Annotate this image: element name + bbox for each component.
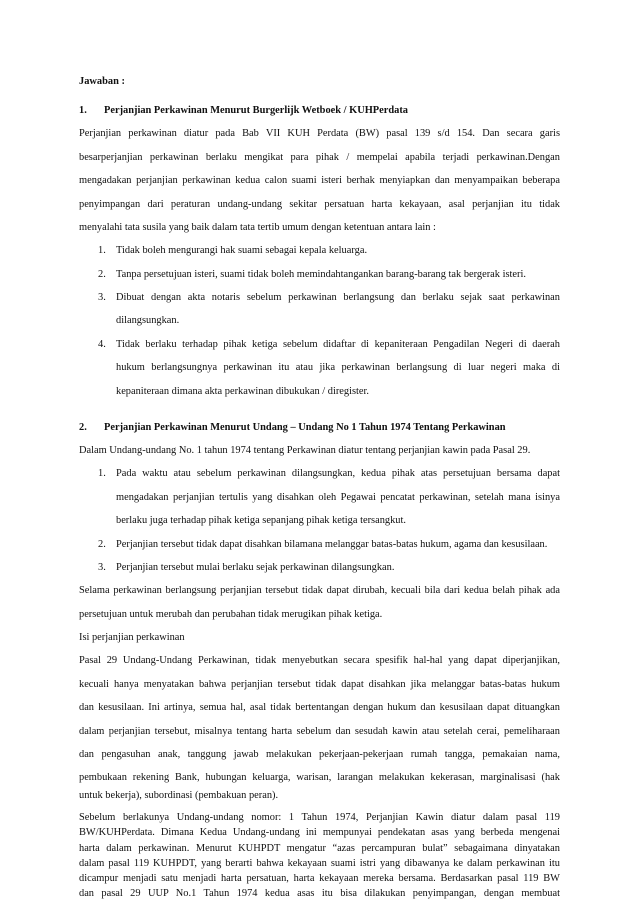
paragraph-line: mengadakan perjanjian perkawinan kedua calon suami isteri berhak menyiapkan dan menyampaikan beberapa: [79, 175, 560, 186]
paragraph-line: Dalam Undang-undang No. 1 tahun 1974 tentang Perkawinan diatur tentang perjanjian kawin pada Pasal 29.: [79, 445, 531, 456]
paragraph-line: kecuali hanya menyatakan bahwa perjanjian tersebut tidak dapat disahkan jika melanggar batas-batas hukum: [79, 679, 560, 690]
list-item-text: mengadakan perjanjian tertulis yang disahkan oleh Pegawai pencatat perkawinan, setelah mana isinya: [116, 492, 560, 503]
section-2-number: 2.: [79, 422, 87, 433]
paragraph-line: Selama perkawinan berlangsung perjanjian tersebut tidak dapat dirubah, kecuali bila dari kedua belah pihak ada: [79, 585, 560, 596]
paragraph-line: dicampur menjadi satu menjadi harta persatuan, harta kekayaan mereka bersama. Berdasarkan pasal 119 BW: [79, 873, 560, 885]
section-1-number: 1.: [79, 105, 87, 116]
paragraph-line: Perjanjian perkawinan diatur pada Bab VII KUH Perdata (BW) pasal 139 s/d 154. Dan secara garis: [79, 128, 560, 139]
paragraph-line: Sebelum berlakunya Undang-undang nomor: 1 Tahun 1974, Perjanjian Kawin diatur dalam pasal 119: [79, 812, 560, 824]
section-1-title: Perjanjian Perkawinan Menurut Burgerlijk Wetboek / KUHPerdata: [104, 105, 409, 116]
list-item-text: Tidak boleh mengurangi hak suami sebagai kepala keluarga.: [116, 245, 368, 256]
list-item-text: Perjanjian tersebut mulai berlaku sejak perkawinan dilangsungkan.: [116, 562, 395, 573]
paragraph-line: BW/KUHPerdata. Dimana Kedua Undang-undang ini mempunyai pendekatan asas yang berbeda mengenai: [79, 827, 560, 839]
paragraph-line: dalam perjanjian tersebut, misalnya tentang harta sebelum dan sesudah kawin atau setelah cerai, pemeliharaan: [79, 726, 560, 737]
list-item-number: 2.: [98, 269, 106, 280]
paragraph-line: persetujuan untuk merubah dan perubahan tidak merugikan pihak ketiga.: [79, 609, 383, 620]
section-2-title: Perjanjian Perkawinan Menurut Undang – Undang No 1 Tahun 1974 Tentang Perkawinan: [104, 422, 506, 433]
list-item-text: Perjanjian tersebut tidak dapat disahkan bilamana melanggar batas-batas hukum, agama dan kesusilaan.: [116, 539, 548, 550]
list-item-text: dilangsungkan.: [116, 315, 180, 326]
list-item-text: Pada waktu atau sebelum perkawinan dilangsungkan, kedua pihak atas persetujuan bersama dapat: [116, 468, 560, 479]
paragraph-line: besarperjanjian perkawinan berlaku mengikat para pihak / mempelai apabila terjadi perkawinan.Dengan: [79, 152, 560, 163]
list-item-text: kepaniteraan dimana akta perkawinan dibukukan / diregister.: [116, 386, 370, 397]
list-item-number: 4.: [98, 339, 106, 350]
paragraph-line: dan pengasuhan anak, tanggung jawab melakukan pekerjaan-pekerjaan rumah tangga, pemakaian nama,: [79, 749, 560, 760]
list-item-number: 2.: [98, 539, 106, 550]
paragraph-line: dan kesusilaan. Ini artinya, semua hal, asal tidak bertentangan dengan hukum dan kesusilaan dapat dituangkan: [79, 702, 560, 713]
paragraph-line: penyimpangan dari peraturan undang-undang sekitar persatuan harta kekayaan, asal perjanjian itu tidak: [79, 199, 560, 210]
isi-perjanjian-label: Isi perjanjian perkawinan: [79, 632, 185, 643]
paragraph-line: menyalahi tata susila yang baik dalam tata tertib umum dengan ketentuan antara lain :: [79, 222, 436, 233]
list-item-text: Tidak berlaku terhadap pihak ketiga sebelum didaftar di kepaniteraan Pengadilan Negeri di daerah: [116, 339, 560, 350]
list-item-number: 3.: [98, 292, 106, 303]
answer-heading: Jawaban :: [79, 76, 125, 87]
list-item-number: 3.: [98, 562, 106, 573]
paragraph-line: Pasal 29 Undang-Undang Perkawinan, tidak menyebutkan secara spesifik hal-hal yang dapat diperjanjikan,: [79, 655, 560, 666]
paragraph-line: pembukaan rekening Bank, hubungan keluarga, warisan, larangan melakukan kekerasan, marginalisasi (hak: [79, 772, 560, 783]
list-item-text: berlaku juga terhadap pihak ketiga sepanjang pihak ketiga tersangkut.: [116, 515, 406, 526]
list-item-text: Tanpa persetujuan isteri, suami tidak boleh memindahtangankan barang-barang tak bergerak isteri.: [116, 269, 526, 280]
list-item-number: 1.: [98, 468, 106, 479]
paragraph-line: dan pasal 29 UUP No.1 Tahun 1974 kedua asas itu bisa dilakukan penyimpangan, dengan membuat: [79, 888, 560, 899]
list-item-text: hukum berlangsungnya perkawinan itu atau jika perkawinan berlangsung di luar negeri maka di: [116, 362, 560, 373]
paragraph-line: untuk bekerja), subordinasi (pembakuan peran).: [79, 789, 279, 801]
list-item-text: Dibuat dengan akta notaris sebelum perkawinan berlangsung dan berlaku sejak saat perkawinan: [116, 292, 560, 303]
paragraph-line: harta dalam perkawinan. Menurut KUHPDT mengatur “azas percampuran bulat” sebagaimana dinyatakan: [79, 842, 560, 854]
list-item-number: 1.: [98, 245, 106, 256]
paragraph-line: dalam pasal 119 KUHPDT, yang berarti bahwa kekayaan suami istri yang dibawanya ke dalam perkawinan itu: [79, 857, 560, 869]
